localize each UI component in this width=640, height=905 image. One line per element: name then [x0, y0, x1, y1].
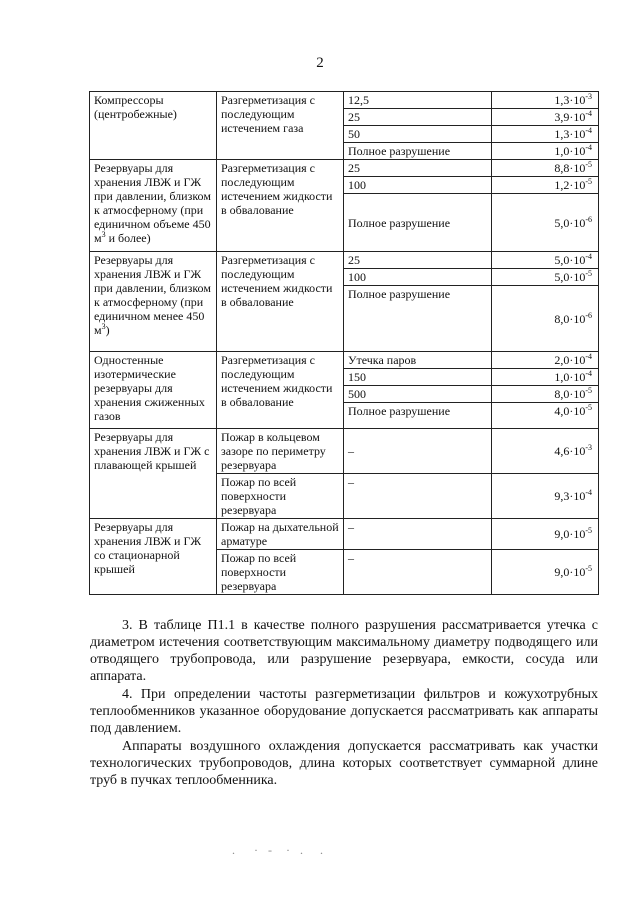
frequency-cell: $1,2\cdot 10^{-5}$ — [492, 177, 599, 194]
detail-cell: Полное разрушение — [344, 194, 492, 252]
table-row — [90, 519, 599, 550]
equipment-cell: Резервуары для хранения ЛВЖ и ГЖ со стационарной крышей — [90, 519, 217, 595]
detail-cell: Полное разрушение — [344, 286, 492, 352]
scenario-cell: Пожар по всей поверхности резервуара — [217, 550, 344, 595]
detail-cell: 25 — [344, 160, 492, 177]
paragraph-5: Аппараты воздушного охлаждения допускается рассматривать как участки технологических трубопроводов, длина которых соответствует суммарной длине труб в пучках теплообменника. — [90, 739, 598, 788]
table-row — [90, 429, 599, 474]
frequency-cell: $1,3\cdot 10^{-3}$ — [492, 92, 599, 109]
detail-cell: – — [344, 550, 492, 595]
frequency-cell: $4,0\cdot 10^{-5}$ — [492, 403, 599, 429]
detail-cell: Полное разрушение — [344, 403, 492, 429]
scan-mark: . — [232, 843, 235, 857]
paragraph-4: 4. При определении частоты разгерметизации фильтров и кожухотрубных теплообменников указанное оборудование допускается рассматривать как аппараты под давлением. — [90, 687, 598, 736]
scenario-cell: Разгерметизация с последующим истечением жидкости в обвалование — [217, 160, 344, 252]
scan-mark: . — [300, 843, 303, 857]
detail-cell: 100 — [344, 269, 492, 286]
equipment-cell: Резервуары для хранения ЛВЖ и ГЖ при давлении, близком к атмосферному (при единичном менее 450 $м^3$) — [90, 252, 217, 352]
detail-cell: 12,5 — [344, 92, 492, 109]
table-row — [90, 92, 599, 109]
table-row — [90, 252, 599, 269]
page-number: 2 — [316, 55, 324, 71]
table-row — [90, 160, 599, 177]
frequency-cell: $9,0\cdot 10^{-5}$ — [492, 519, 599, 550]
frequency-cell: $5,0\cdot 10^{-6}$ — [492, 194, 599, 252]
frequency-cell: $3,9\cdot 10^{-4}$ — [492, 109, 599, 126]
frequency-table — [89, 91, 599, 595]
detail-cell: – — [344, 519, 492, 550]
detail-cell: 50 — [344, 126, 492, 143]
frequency-cell: $5,0\cdot 10^{-5}$ — [492, 269, 599, 286]
detail-cell: 25 — [344, 109, 492, 126]
frequency-cell: $1,0\cdot 10^{-4}$ — [492, 143, 599, 160]
detail-cell: 100 — [344, 177, 492, 194]
detail-cell: Утечка паров — [344, 352, 492, 369]
table-row — [90, 352, 599, 369]
equipment-cell: Одностенные изотермические резервуары для хранения сжиженных газов — [90, 352, 217, 429]
detail-cell: Полное разрушение — [344, 143, 492, 160]
equipment-cell: Компрессоры (центробежные) — [90, 92, 217, 160]
detail-cell: 25 — [344, 252, 492, 269]
scan-mark: · — [254, 843, 258, 857]
scenario-cell: Пожар на дыхательной арматуре — [217, 519, 344, 550]
scenario-cell: Пожар в кольцевом зазоре по периметру резервуара — [217, 429, 344, 474]
scenario-cell: Разгерметизация с последующим истечением газа — [217, 92, 344, 160]
scenario-cell: Разгерметизация с последующим истечением жидкости в обвалование — [217, 252, 344, 352]
detail-cell: – — [344, 474, 492, 519]
frequency-cell: $8,8\cdot 10^{-5}$ — [492, 160, 599, 177]
scan-mark: - — [268, 843, 272, 857]
detail-cell: 150 — [344, 369, 492, 386]
frequency-cell: $9,0\cdot 10^{-5}$ — [492, 550, 599, 595]
scenario-cell: Разгерметизация с последующим истечением жидкости в обвалование — [217, 352, 344, 429]
frequency-cell: $9,3\cdot 10^{-4}$ — [492, 474, 599, 519]
scan-mark: · — [286, 843, 290, 857]
frequency-cell: $5,0\cdot 10^{-4}$ — [492, 252, 599, 269]
scan-mark: . — [320, 843, 323, 857]
detail-cell: 500 — [344, 386, 492, 403]
paragraph-3: 3. В таблице П1.1 в качестве полного разрушения рассматривается утечка с диаметром истечения соответствующим максимальному диаметру подводящего или отводящего трубопровода, или разрушение резервуара, емкости, сосуда или аппарата. — [90, 618, 598, 684]
frequency-cell: $1,0\cdot 10^{-4}$ — [492, 369, 599, 386]
equipment-cell: Резервуары для хранения ЛВЖ и ГЖ с плавающей крышей — [90, 429, 217, 519]
frequency-cell: $1,3\cdot 10^{-4}$ — [492, 126, 599, 143]
frequency-cell: $8,0\cdot 10^{-5}$ — [492, 386, 599, 403]
frequency-cell: $2,0\cdot 10^{-4}$ — [492, 352, 599, 369]
detail-cell: – — [344, 429, 492, 474]
equipment-cell: Резервуары для хранения ЛВЖ и ГЖ при давлении, близком к атмосферному (при единичном объеме 450 $м^3$ и более) — [90, 160, 217, 252]
scenario-cell: Пожар по всей поверхности резервуара — [217, 474, 344, 519]
frequency-cell: $4,6\cdot 10^{-3}$ — [492, 429, 599, 474]
frequency-cell: $8,0\cdot 10^{-6}$ — [492, 286, 599, 352]
